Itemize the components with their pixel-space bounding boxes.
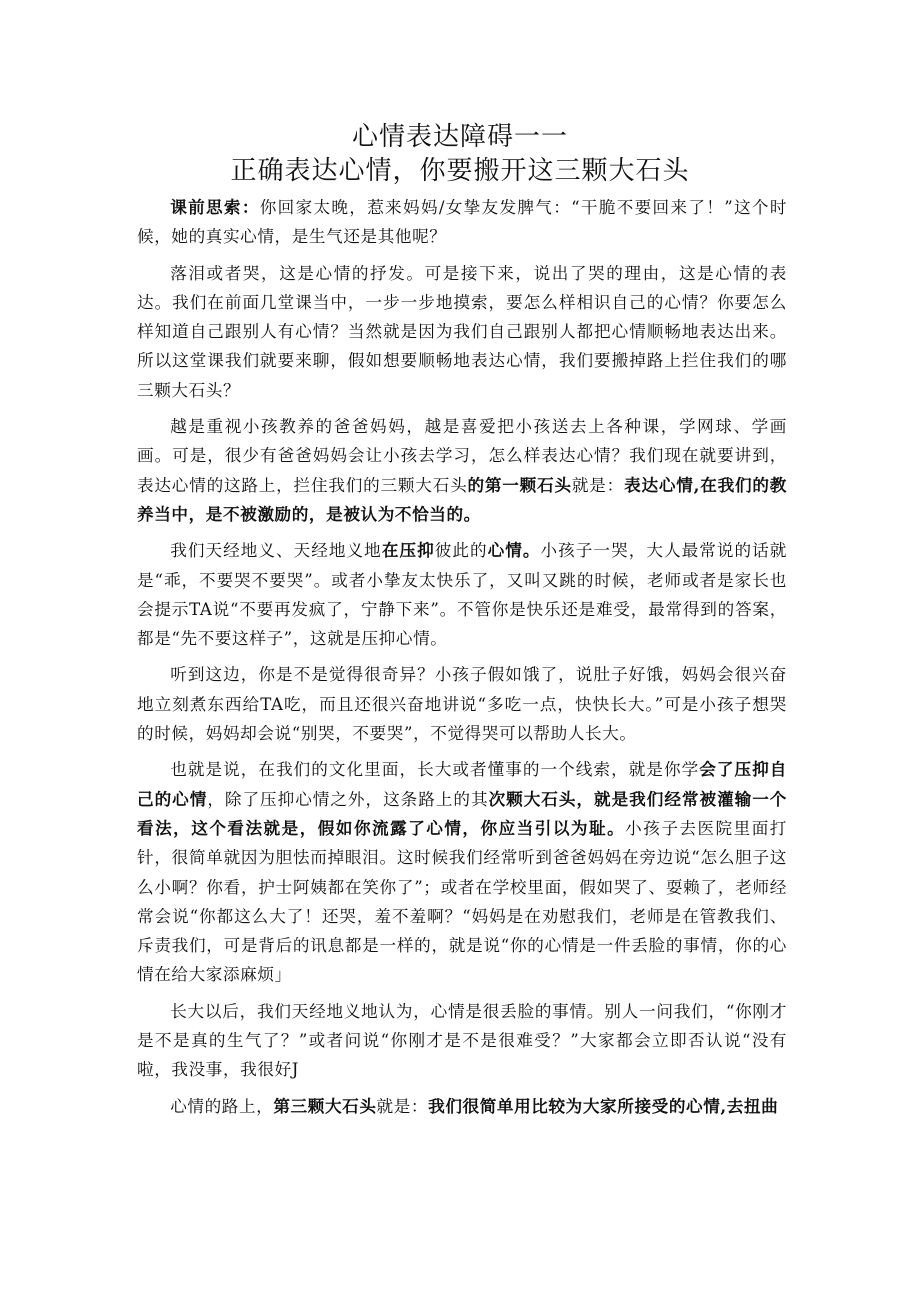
emphasis-text: 第三颗大石头 xyxy=(273,1095,377,1116)
paragraph-6 xyxy=(137,755,787,989)
document-title-line1: 心情表达障碍一一 xyxy=(351,122,568,152)
paragraph-8 xyxy=(137,1092,787,1121)
paragraph-text: ，除了压抑心情之外，这条路上的其 xyxy=(207,789,489,809)
paragraph-5 xyxy=(137,660,787,748)
paragraph-text: 落泪或者哭，这是心情的抒发。可是接下来，说出了哭的理由，这是心情的表达。我们在前面几堂课当中，一步一步地摸索，要怎么样相识自己的心情？你要怎么样知道自己跟别人有心情？当然就是因为我们自己跟别人都把心情顺畅地表达出来。所以这堂课我们就要来聊，假如想要顺畅地表达心情，我们要搬掉路上拦住我们的哪三颗大石头？ xyxy=(137,263,787,400)
emphasis-text: 心情。 xyxy=(487,540,541,561)
paragraph-text: 就是： xyxy=(571,475,625,495)
emphasis-text: 的第一颗石头 xyxy=(467,474,572,495)
paragraph-2 xyxy=(137,259,787,405)
prelesson-label: 课前思索： xyxy=(170,197,260,217)
paragraph-text: 你回家太晚，惹来妈妈/女挚友发脾气：“干脆不要回来了！”这个时候，她的真实心情，是生气还是其他呢？ xyxy=(137,198,788,247)
emphasis-text: 次颗大石头，就是我们经常被灌输一个看法，这个看法就是，假如你流露了心情，你应当引以为耻。 xyxy=(137,788,787,838)
paragraph-text: 小孩子一哭，大人最常说的话就是“乖，不要哭不要哭”。或者小挚友太快乐了，又叫又跳的时候，老师或者是家长也会提示TA说“不要再发疯了，宁静下来”。不管你是快乐还是难受，最常得到的答案，都是“先不要这样子”，这就是压抑心情。 xyxy=(137,541,787,649)
paragraph-text: 听到这边，你是不是觉得很奇异？小孩子假如饿了，说肚子好饿，妈妈会很兴奋地立刻煮东西给TA吃，而且还很兴奋地讲说“多吃一点，快快长大。”可是小孩子想哭的时候，妈妈却会说“别哭，不要哭”，不觉得哭可以帮助人长大。 xyxy=(137,665,787,744)
paragraph-text: 小孩子去医院里面打针，很简单就因为胆怯而掉眼泪。这时候我们经常听到爸爸妈妈在旁边说“怎么胆子这么小啊？你看，护士阿姨都在笑你了”；或者在学校里面，假如哭了、耍赖了，老师经常会说“你都这么大了！还哭，羞不羞啊？“妈妈是在劝慰我们，老师是在管教我们、斥责我们，可是背后的讯息都是一样的，就是说“你的心情是一件丢脸的事情，你的心情在给大家添麻烦」 xyxy=(137,818,787,985)
emphasis-text: 会了压抑自己的心情 xyxy=(137,759,788,809)
paragraph-text: 我们天经地义、天经地义地 xyxy=(170,541,382,561)
paragraph-text: 也就是说，在我们的文化里面，长大或者懂事的一个线索，就是你学 xyxy=(170,760,700,780)
document-title-line2: 正确表达心情，你要搬开这三颗大石头 xyxy=(230,156,690,186)
paragraph-3 xyxy=(137,412,787,529)
paragraph-text: 就是： xyxy=(376,1096,429,1116)
paragraph-text: 彼此的 xyxy=(434,541,488,561)
emphasis-text: 在压抑 xyxy=(381,540,435,561)
paragraph-7 xyxy=(137,997,787,1085)
emphasis-text: 表达心情,在我们的教养当中，是不被激励的，是被认为不恰当的。 xyxy=(137,474,787,524)
paragraph-4 xyxy=(137,536,787,653)
paragraph-text: 心情的路上， xyxy=(170,1096,274,1116)
document-body xyxy=(137,193,787,1128)
paragraph-text: 长大以后，我们天经地义地认为，心情是很丢脸的事情。别人一问我们，“你刚才是不是真的生气了？”或者问说“你刚才是不是很难受？”大家都会立即否认说“没有啦，我没事，我很好J xyxy=(137,1001,787,1080)
paragraph-text: 越是重视小孩教养的爸爸妈妈，越是喜爱把小孩送去上各种课，学网球、学画画。可是，很少有爸爸妈妈会让小孩去学习，怎么样表达心情？我们现在就要讲到，表达心情的这路上，拦住我们的三颗大石头 xyxy=(137,417,787,495)
emphasis-text: 我们很简单用比较为大家所接受的心情,去扭曲 xyxy=(428,1095,779,1116)
paragraph-1 xyxy=(137,193,787,252)
